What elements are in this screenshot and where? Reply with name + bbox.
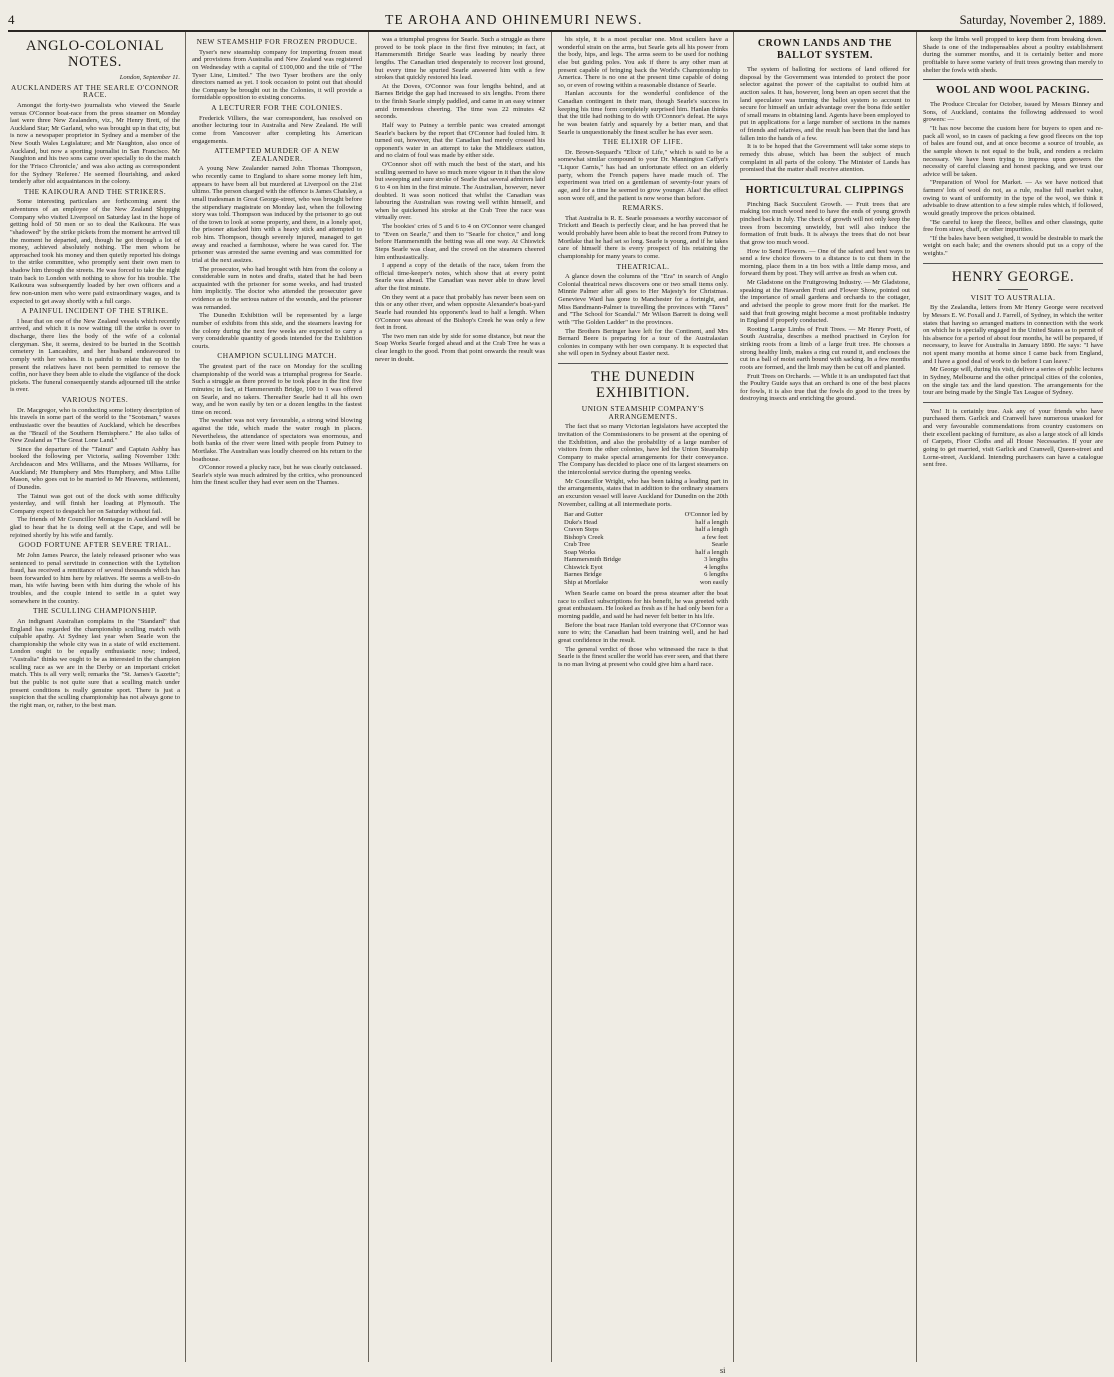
subheading: THE SCULLING CHAMPIONSHIP. <box>32 606 158 616</box>
paragraph: The greatest part of the race on Monday for the sculling championship of the world was a triumphal progress for Searle. Such a struggle as there proved to be took place in the first five minutes; in fact, at Hammersmith Bridge, 100 to 1 was offered on Searle, and no takers. Thereafter Searle had it all his own way, and he won easily by ten or a dozen lengths in the fastest time on record. <box>192 363 362 416</box>
column-rule <box>185 32 186 1362</box>
paragraph: his style, it is a most peculiar one. Most scullers have a wonderful strain on the arms, but Searle gets all his power from the body, hips, and legs. The arms seem to be used for nothing else but guiding poles. You ask if there is any other man at present capable of bringing back the World's Championship to America. There is no one at the present time capable of doing so, or even of rowing within a reasonable distance of Searle. <box>558 36 728 89</box>
paragraph: Mr George will, during his visit, deliver a series of public lectures in Sydney, Melbourne and the other principal cities of the colonies, on the single tax and the land question. The arrangements for the tour are being made by the Single Tax League of Sydney. <box>923 366 1103 397</box>
table-row: Craven Steps half a length <box>564 526 728 534</box>
table-row: Chiswick Eyot 4 lengths <box>564 563 728 571</box>
column-5 <box>740 36 910 1362</box>
table-row: Ship at Mortlake won easily <box>564 578 728 586</box>
column-2 <box>192 36 362 1362</box>
paragraph: Some interesting particulars are forthcoming anent the adventures of an employee of the New Zealand Shipping Company who visited Liverpool on Saturday last in the hope of getting hold of 50 men or so to deal the Kaikoura. He was "shadowed" by the strike pickets from the moment he arrived till the moment he departed, and, though he got through a lot of money, achieved absolutely nothing. The men whom he approached took his money and then quietly reported his doings to the strike committee, who promptly sent their own men to shadow him through the streets. He was forced to take the night train back to London with nothing to show for his trouble. The Kaikoura was subsequently loaded by her own officers and a few non-union men who were paid extraordinary wages, and is expected to get away shortly with a full cargo. <box>10 198 180 305</box>
paragraph: keep the limbs well propped to keep them from breaking down. Shade is one of the indispensables about a poultry establishment during the summer months, and it is certainly better and more profitable to have some variety of fruit trees growing than merely to shelter the fowls with sheds. <box>923 36 1103 74</box>
subheading: THEATRICAL. <box>616 261 670 271</box>
paragraph: The Brothers Beringer have left for the Continent, and Mrs Bernard Beere is preparing for a tour of the Australasian colonies in company with her own company. It is expected that she will open in Sydney about Easter next. <box>558 327 728 358</box>
paragraph: The friends of Mr Councillor Montague in Auckland will be glad to hear that he is doing well at the Cape, and will be rejoined shortly by his wife and family. <box>10 516 180 539</box>
paragraph: Tyser's new steamship company for importing frozen meat and provisions from Australia and New Zealand was registered on Wednesday with a capital of £100,000 and the title of "The Tyser Line, Limited." The two Tyser brothers are the only directors named as yet. I took occasion to point out that should the Company be brought out in the Colonies, it will provide a formidable opposition to existing concerns. <box>192 48 362 102</box>
subheading: UNION STEAMSHIP COMPANY'S ARRANGEMENTS. <box>581 404 705 421</box>
paragraph: Dr. Macgregor, who is conducting some lottery description of his travels in some part of the world to the "Scotsman," waxes enthusiastic over the beauties of Auckland, which he describes as the "Brazil of the Southern Hemisphere." He also talks of New Zealand as "The Great Lone Land." <box>10 406 180 445</box>
paragraph: Half way to Putney a terrible panic was created amongst Searle's backers by the report that O'Connor had fouled him. It turned out, however, that the Canadian had merely crossed his opponent's water in an attempt to take the Middlesex station, and no claim of foul was made by either side. <box>375 121 545 160</box>
paragraph: Frederick Villiers, the war correspondent, has resolved on another lecturing tour in Australia and New Zealand. He will come from Vancouver after completing his American engagements. <box>192 114 362 145</box>
subheading: A LECTURER FOR THE COLONIES. <box>211 103 343 112</box>
paragraph: The general verdict of those who witnessed the race is that Searle is the finest sculler the world has ever seen, and that there is no man living at present who could give him a hard race. <box>558 645 728 668</box>
article-heading: WOOL AND WOOL PACKING. <box>936 85 1090 97</box>
paragraph: The fact that so many Victorian legislators have accepted the invitation of the Commissioners to be present at the opening of the Exhibition, and also the probability of a large number of visitors from the other colonies, have led the Union Steamship Company to make special arrangements for their conveyance. The Company has decided to place one of its largest steamers on the intercolonial service during the opening weeks. <box>558 423 728 476</box>
column-rule <box>551 32 552 1362</box>
paragraph: Mr John James Pearce, the lately released prisoner who was sentenced to penal servitude in connection with the Lyttelton fraud, has received a remittance of several thousands which has been forwarded to him here by relatives. He seems a well-to-do man, his wife having been with him during the whole of his troubles, and the couple intend to settle in a quiet way somewhere in the country. <box>10 551 180 605</box>
advertisement: Yes! It is certainly true. Ask any of your friends who have purchased them. Garlick and Cranwell have numerous unasked for and very favourable commendations from country customers on their excellent packing of furniture, as also a large stock of all kinds of Carpets, Floor Cloths and all House Necessaries. If your are going to get married, visit Garlick and Cranwell, Queen-street and Lorne-street, Auckland. Intending purchasers can have a catalogue sent free. <box>923 407 1103 469</box>
article-heading: CROWN LANDS AND THE BALLOT SYSTEM. <box>757 38 893 61</box>
table-row: Duke's Head half a length <box>564 518 728 526</box>
subheading: VISIT TO AUSTRALIA. <box>970 292 1056 302</box>
footer-mark: si <box>720 1366 726 1375</box>
table-row: Soap Works half a length <box>564 548 728 556</box>
paragraph: Fruit Trees on Orchards. — While it is an undisputed fact that the Poultry Guide says that an orchard is one of the best places for fowls, it is also true that the fowls do good to the trees by destroying insects and enriching the ground. <box>740 372 910 403</box>
column-rule <box>733 32 734 1362</box>
divider <box>558 363 728 364</box>
paragraph: The system of balloting for sections of land offered for disposal by the Government was intended to protect the poor selector against the power of the capitalist to outbid him at auction sales. It has, however, long been an open secret that the land speculator was turning the ballot system to account to secure for himself an unfair advantage over the bona fide settler of small means in obtaining land. Agents have been employed to put in applications for a large number of sections in the names of friends and relatives, and the result has been that the land has fallen into the hands of a few. <box>740 66 910 142</box>
paragraph: "Preparation of Wool for Market. — As we have noticed that farmers' lots of wool do not, as a rule, realise full market value, owing to want of uniformity in the type of the wool, we think it advisable to draw attention to a few simple rules which, if followed, would greatly improve the prices obtained. <box>923 179 1103 217</box>
paragraph: O'Connor shot off with much the best of the start, and his sculling seemed to have so much more vigour in it than the slow but sweeping and sure stroke of Searle that several admirers laid 6 to 4 on him in the first minute. The Australian, however, never doubted. It was soon noticed that whilst the Canadian was labouring the Australian was rowing well within himself, and when he quickened his stroke at the Crab Tree the race was virtually over. <box>375 161 545 222</box>
paragraph: "It has now become the custom here for buyers to open and re-pack all wool, so in cases of packing a few good fleeces on the top of bales are found out, and at once become a source of trouble, as the sample shown is not equal to the bulk, and renders a reclaim necessary. We have been trying to impress upon growers the necessity of careful classing and honest packing, and we trust our advice will be taken. <box>923 125 1103 178</box>
table-row: Hammersmith Bridge 3 lengths <box>564 556 728 564</box>
paragraph: I append a copy of the details of the race, taken from the official time-keeper's notes, which show that at every point Searle was ahead. The Canadian was never able to draw level after the first minute. <box>375 262 545 292</box>
paragraph: "If the bales have been weighed, it would be desirable to mark the weight on each bale; and the owners should put us a copy of the weights." <box>923 234 1103 257</box>
column-4 <box>558 36 728 1362</box>
column-1 <box>10 36 180 1362</box>
subheading: AUCKLANDERS AT THE SEARLE O'CONNOR RACE. <box>11 82 179 100</box>
table-row: Bishop's Creek a few feet <box>564 533 728 541</box>
race-positions-table <box>564 511 728 586</box>
paragraph: Pinching Back Succulent Growth. — Fruit trees that are making too much wood need to have the ends of young growth pinched back in July. The check of growth will not only keep the trees from becoming unwieldy, but will also induce the formation of fruit buds. It is always the trees that do not bear that grow too much wood. <box>740 200 910 246</box>
paragraph: Before the boat race Hanlan told everyone that O'Connor was sure to win; the Canadian had been training well, and he had great confidence in the result. <box>558 621 728 644</box>
article-heading: HORTICULTURAL CLIPPINGS <box>745 184 905 196</box>
paragraph: How to Send Flowers. — One of the safest and best ways to send a few choice flowers to a distance is to cut them in the morning, place them in a tin box with a little damp moss, and forward them by post. They will arrive as fresh as when cut. <box>740 247 910 278</box>
paragraph: The weather was not very favourable, a strong wind blowing against the tide, which made the water rough in places. Nevertheless, the attendance of spectators was enormous, and both banks of the river were lined with people from Putney to Mortlake. The Australian was loudly cheered on his return to the boathouse. <box>192 417 362 463</box>
column-rule <box>368 32 369 1362</box>
page-number: 4 <box>8 12 15 27</box>
paragraph: O'Connor rowed a plucky race, but he was clearly outclassed. Searle's style was much admired by the critics, who pronounced him the finest sculler they had ever seen on the Thames. <box>192 464 362 487</box>
paragraph: At the Doves, O'Connor was four lengths behind, and at Barnes Bridge the gap had increased to six lengths. From there to the finish Searle simply paddled, and came in an easy winner amid tremendous cheering. The time was 22 minutes 42 seconds. <box>375 82 545 121</box>
subheading: GOOD FORTUNE AFTER SEVERE TRIAL. <box>18 540 172 550</box>
divider <box>740 179 910 180</box>
paragraph: Mr Gladstone on the Fruitgrowing Industry. — Mr Gladstone, speaking at the Hawarden Fruit and Flower Show, pointed out the importance of small gardens and orchards to the cottager, and advised the people to grow more fruit for the market. He said that fruit growing might become a most profitable industry in England if properly conducted. <box>740 279 910 325</box>
subheading: ATTEMPTED MURDER OF A NEW ZEALANDER. <box>214 146 340 163</box>
paragraph: The Tainui was got out of the dock with some difficulty yesterday, and will finish her loading at Plymouth. The Company expect to despatch her on Saturday without fail. <box>10 492 180 515</box>
paragraph: That Australia is R. E. Searle possesses a worthy successor of Trickett and Beach is perfectly clear, and he has proved that he would probably have been able to beat the record from Putney to Mortlake that he had set so long. Searle is young, and if he takes care of himself there is every prospect of his retaining the championship for many years to come. <box>558 214 728 260</box>
paragraph: "Be careful to keep the fleece, bellies and other classings, quite free from straw, chaff, or other impurities. <box>923 218 1103 234</box>
paragraph: By the Zealandia, letters from Mr Henry George were received by Messrs E. W. Foxall and J. Farrell, of Sydney, in which the writer states that having so arranged matters in connection with the work on which he is specially engaged in the United States as to permit of his absence for a period of about four months, he will be prepared, if necessary, to leave for Australia in January 1890. He says: "I have not spent many months at home since I came back from England, and I have a good deal of work to do before I can leave." <box>923 304 1103 365</box>
subheading: NEW STEAMSHIP FOR FROZEN PRODUCE. <box>196 37 358 46</box>
paragraph: Dr. Brown-Sequard's "Elixir of Life," which is said to be a somewhat similar compound to your Dr. Mannington Caffyn's "Liquor Carnis," has had an unfortunate effect on an elderly party, whom the French papers have made much of. The experiment was tried on a gentleman of seventy-four years of age, and for a time he seemed to grow younger. Alas! the effect soon wore off, and the patient is now worse than before. <box>558 148 728 202</box>
paragraph: Rooting Large Limbs of Fruit Trees. — Mr Henry Poett, of South Australia, describes a method practised in Ceylon for striking roots from a limb of a large fruit tree. He chooses a strong healthy limb, makes a ring cut round it, and encloses the cut in a ball of moist earth bound with sacking. In a few months roots are formed, and the limb may then be cut off and planted. <box>740 325 910 371</box>
paragraph: The prosecutor, who had brought with him from the colony a considerable sum in notes and drafts, stated that he had been acquainted with the prisoner for some weeks, and had trusted him implicitly. The doctor who attended the prosecutor gave evidence as to the serious nature of the wounds, and the prisoner was remanded. <box>192 265 362 311</box>
paragraph: A glance down the columns of the "Era" in search of Anglo Colonial theatrical news discovers one or two small items only. Minnie Palmer after all goes to Her Majesty's for Christmas. Genevieve Ward has gone to Manchester for a fortnight, and Miss Bandmann-Palmer is travelling the provinces with "Tares" and "The School for Scandal." Mr Wilson Barrett is doing well with "The Golden Ladder" in the provinces. <box>558 273 728 326</box>
paragraph: A young New Zealander named John Thomas Thompson, who recently came to England to share some money left him, appears to have been all but murdered at Liverpool on the 21st ultimo. The person charged with the offence is James Chatsley, a small tradesman in Great George-street, who was brought before the stipendiary magistrate on Monday last, when the following story was told. Thompson was induced by the prisoner to go out of the town to look at some property, and there, in a lonely spot, the prisoner attacked him with a heavy stick and attempted to rob him. Thompson, though severely injured, managed to get away and reached a farmhouse, where he was cared for. The prisoner was arrested the same evening and was committed for trial at the next assizes. <box>192 165 362 264</box>
table-row: Crab Tree Searle <box>564 541 728 549</box>
subheading: A PAINFUL INCIDENT OF THE STRIKE. <box>21 306 169 316</box>
column-rule <box>916 32 917 1362</box>
paragraph: It is to be hoped that the Government will take some steps to remedy this abuse, which has been the subject of much complaint in all parts of the colony. The Minister of Lands has promised that the matter shall receive attention. <box>740 143 910 174</box>
paragraph: The bookies' cries of 5 and 6 to 4 on O'Connor were changed to "Even on Searle," and then to "Searle for choice," and long before Hammersmith the betting was all one way. At Chiswick Steps Searle was clear, and the crowd on the steamers cheered him enthusiastically. <box>375 223 545 261</box>
divider <box>923 402 1103 403</box>
paragraph: An indignant Australian complains in the "Standard" that England has regarded the championship sculling match with culpable apathy. At Sydney last year when Searle won the championship the whole city was in a state of wild excitement. London ought to be equally enthusiastic now; indeed, "Australia" thinks we ought to be as interested in the champion sculling race as we are in the Derby or an important cricket match. This is all very well; remarks the "St. James's Gazette"; but the public is not quite sure that a sculling match under present conditions is really genuine sport. There is just a suspicion that the sculling championship has not always gone to the right man, or, rather, to the best man. <box>10 617 180 709</box>
issue-date: Saturday, November 2, 1889. <box>959 13 1106 27</box>
paragraph: The Produce Circular for October, issued by Messrs Binney and Sons, of Auckland, contains the following addressed to wool growers: — <box>923 101 1103 124</box>
paragraph: On they went at a pace that probably has never been seen on this or any other river, and when opposite Alexander's boat-yard Searle had rounded his opponent's lead to half a length. When O'Connor was abreast of the Bishop's Creek he was only a few feet in front. <box>375 293 545 332</box>
subheading: THE ELIXIR OF LIFE. <box>602 137 684 147</box>
article-heading: THE DUNEDIN EXHIBITION. <box>590 369 696 401</box>
paragraph: Hanlan accounts for the wonderful confidence of the Canadian contingent in their man, though Searle's success in keeping his time form completely surprised him. Hanlan thinks that the title had nothing to do with O'Connor's defeat. He says he was beaten fairly and squarely by a better man, and that Searle is unquestionably the finest sculler he has ever seen. <box>558 90 728 136</box>
paragraph: The two men ran side by side for some distance, but near the Soap Works Searle forged ahead and at the Crab Tree he was a clear length to the good. From that point onwards the result was never in doubt. <box>375 332 545 363</box>
subheading: REMARKS. <box>622 203 664 213</box>
article-heading: ANGLO-COLONIAL NOTES. <box>25 38 165 70</box>
dateline: London, September 11. <box>119 74 180 81</box>
paragraph: I hear that on one of the New Zealand vessels which recently arrived, and which it is now waiting till the strike is over to discharge, there lies the body of the wife of a colonial clergyman. She, it seems, desired to be buried in the Scottish cemetery in Lancashire, and her husband endeavoured to comply with her wishes. It is painful to relate that up to the present the relatives have not been permitted to remove the coffin, nor have they been able to elude the vigilance of the dock pickets. The funeral consequently stands adjourned till the strike is over. <box>10 317 180 394</box>
paragraph: Since the departure of the "Tainui" and Captain Ashby has booked the following per Victoria, sailing November 13th: Archdeacon and Mrs Williams, and the Misses Williams, for Auckland; Mr Humphery and Mrs Humphery, and Miss Lillie Mason, who goes out to be married to Mr Heavens, settlement, of Dunedin. <box>10 445 180 491</box>
short-rule <box>998 289 1028 290</box>
paragraph: Mr Councillor Wright, who has been taking a leading part in the arrangements, states that in addition to the ordinary steamers an excursion vessel will leave Auckland for Dunedin on the 20th November, calling at all intermediate ports. <box>558 477 728 508</box>
paper-name: TE AROHA AND OHINEMURI NEWS. <box>385 12 643 27</box>
subheading: THE KAIKOURA AND THE STRIKERS. <box>23 186 167 196</box>
column-3 <box>375 36 545 1362</box>
table-row: Bar and Gutter O'Connor led by <box>564 511 728 519</box>
subheading: VARIOUS NOTES. <box>61 395 129 404</box>
subheading: CHAMPION SCULLING MATCH. <box>217 351 337 361</box>
paragraph: Amongst the forty-two journalists who viewed the Searle versus O'Connor boat-race from the press steamer on Monday last were three New Zealanders, viz., Mr Henry Brett, of the Auckland Star; Mr Garland, who was brought up in that city, but is now a newspaper proprietor in Sydney and a member of the New South Wales Legislature; and Mr Naughton, also once of Auckland, but now a sporting journalist in San Francisco. Mr Naughton and his two sons came over specially to do the match for the 'Frisco Chronicle,' and was also acting as correspondent for the Sydney 'Referee.' He seemed flourishing, and asked tenderly after old acquaintances in the colony. <box>10 101 180 186</box>
column-6 <box>923 36 1103 1362</box>
paragraph: When Searle came on board the press steamer after the boat race to collect subscriptions for his benefit, he was greeted with great enthusiasm. He looked as fresh as if he had only been for a morning paddle, and said he had never felt better in his life. <box>558 590 728 620</box>
article-heading: HENRY GEORGE. <box>951 268 1075 285</box>
divider <box>923 263 1103 264</box>
table-row: Barnes Bridge 6 lengths <box>564 571 728 579</box>
divider <box>923 79 1103 80</box>
paragraph: was a triumphal progress for Searle. Such a struggle as there proved to be took place in the first five minutes; in fact, at Hammersmith Bridge Searle was leading by nearly three lengths. The Canadian tried desperately to recover lost ground, but every time he spurted Searle answered him with a few strokes that quickly restored his lead. <box>375 36 545 82</box>
paragraph: The Dunedin Exhibition will be represented by a large number of exhibits from this side, and the steamers leaving for the colony during the next few weeks are expected to carry a very considerable quantity of goods intended for the Exhibition courts. <box>192 312 362 350</box>
masthead <box>8 4 1106 32</box>
